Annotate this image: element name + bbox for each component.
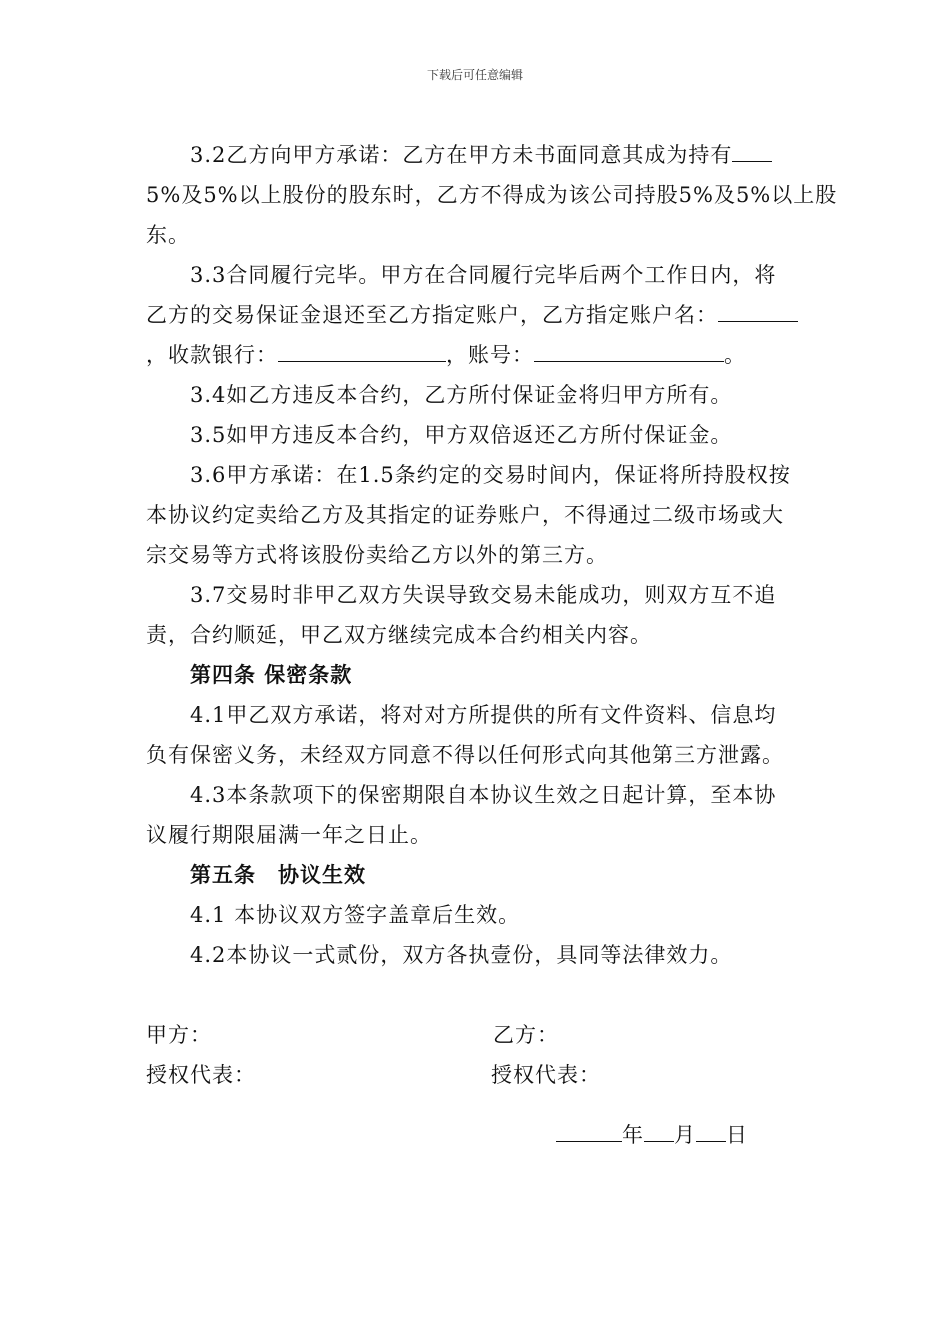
clause-3-6-line-2: 本协议约定卖给乙方及其指定的证券账户，不得通过二级市场或大 [146, 503, 784, 527]
clause-3-4: 3.4如乙方违反本合约，乙方所付保证金将归甲方所有。 [190, 383, 733, 407]
party-b-label: 乙方： [493, 1023, 559, 1047]
day-blank[interactable] [696, 1121, 726, 1142]
clause-3-3-line-1: 3.3合同履行完毕。甲方在合同履行完毕后两个工作日内，将 [190, 263, 777, 287]
clause-3-6-line-3: 宗交易等方式将该股份卖给乙方以外的第三方。 [146, 543, 608, 567]
clause-3-5: 3.5如甲方违反本合约，甲方双倍返还乙方所付保证金。 [190, 423, 733, 447]
clause-4-3-line-2: 议履行期限届满一年之日止。 [146, 823, 432, 847]
clause-4-3-line-1: 4.3本条款项下的保密期限自本协议生效之日起计算，至本协 [190, 783, 777, 807]
party-a-representative-label: 授权代表： [146, 1063, 256, 1087]
account-number-blank[interactable] [534, 341, 724, 362]
clause-3-2-text: 3.2乙方向甲方承诺：乙方在甲方未书面同意其成为持有 [190, 143, 733, 167]
clause-3-3-line-3 [146, 341, 746, 369]
month-label: 月 [674, 1123, 696, 1147]
clause-3-7-line-2: 责，合约顺延，甲乙双方继续完成本合约相关内容。 [146, 623, 652, 647]
account-name-label: 乙方的交易保证金退还至乙方指定账户，乙方指定账户名： [146, 303, 718, 327]
article-4-title: 第四条 保密条款 [190, 662, 353, 687]
clause-3-3-line-2 [146, 301, 798, 329]
clause-5-2: 4.2本协议一式贰份，双方各执壹份，具同等法律效力。 [190, 943, 733, 967]
page-header: 下载后可任意编辑 [426, 68, 523, 82]
party-b-representative-label: 授权代表： [491, 1063, 601, 1087]
year-label: 年 [622, 1123, 644, 1147]
month-blank[interactable] [644, 1121, 674, 1142]
account-number-label: ，账号： [446, 343, 534, 367]
clause-3-2-line-1 [190, 141, 772, 169]
period: 。 [724, 343, 746, 367]
article-5-title: 第五条 协议生效 [190, 862, 366, 887]
holding-blank[interactable] [732, 141, 772, 162]
clause-4-1-line-2: 负有保密义务，未经双方同意不得以任何形式向其他第三方泄露。 [146, 743, 784, 767]
date-line [556, 1121, 748, 1149]
clause-3-6-line-1: 3.6甲方承诺：在1.5条约定的交易时间内，保证将所持股权按 [190, 463, 791, 487]
party-a-label: 甲方： [146, 1023, 212, 1047]
account-name-blank[interactable] [718, 301, 798, 322]
day-label: 日 [726, 1123, 748, 1147]
clause-4-1-line-1: 4.1甲乙双方承诺，将对对方所提供的所有文件资料、信息均 [190, 703, 777, 727]
year-blank[interactable] [556, 1121, 622, 1142]
clause-3-2-line-2: 5%及5%以上股份的股东时，乙方不得成为该公司持股5%及5%以上股 [146, 183, 838, 207]
bank-label: ，收款银行： [146, 343, 278, 367]
clause-3-2-line-3: 东。 [146, 223, 190, 247]
clause-3-7-line-1: 3.7交易时非甲乙双方失误导致交易未能成功，则双方互不追 [190, 583, 777, 607]
clause-5-1: 4.1 本协议双方签字盖章后生效。 [190, 903, 521, 927]
bank-blank[interactable] [278, 341, 446, 362]
